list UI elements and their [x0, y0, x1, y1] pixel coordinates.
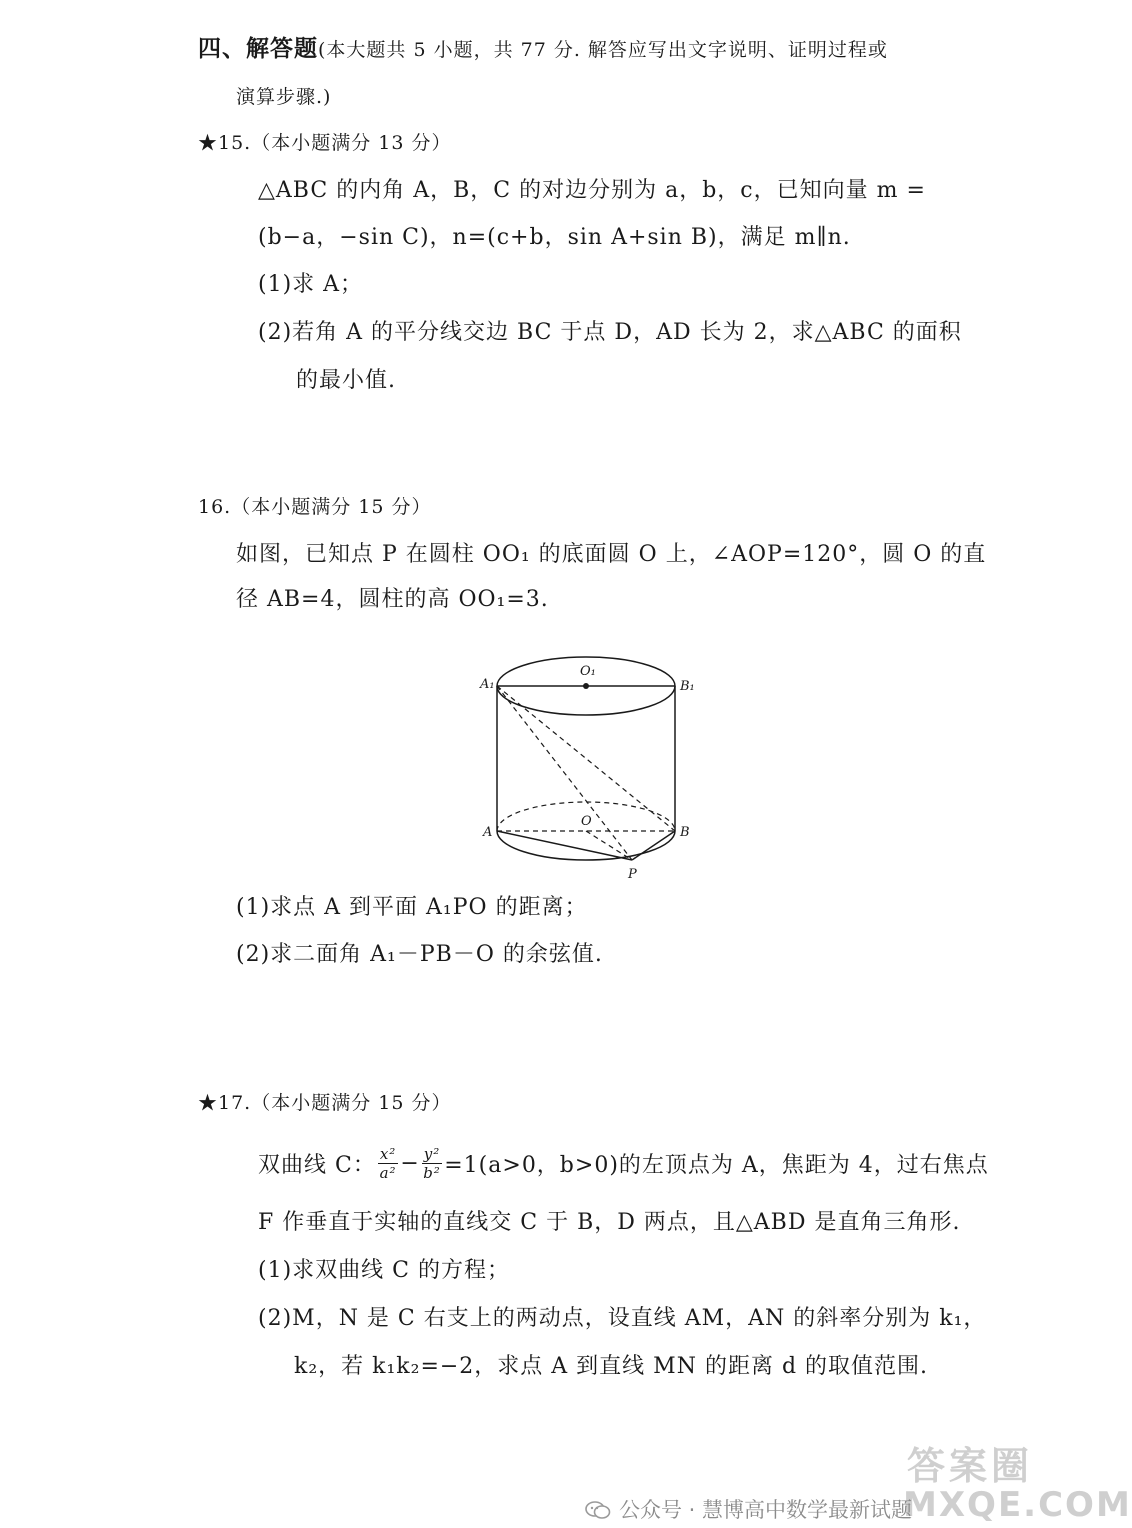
watermark-text-cn: 答案圈	[907, 1444, 1034, 1488]
q15-stem-line1: △ABC 的内角 A，B，C 的对边分别为 a，b，c，已知向量 m =	[258, 178, 926, 203]
minus-sign: −	[400, 1150, 420, 1176]
q16-header: 16.（本小题满分 15 分）	[198, 496, 432, 518]
label-a1: A₁	[480, 677, 495, 692]
label-o: O	[581, 814, 592, 829]
label-o1: O₁	[580, 664, 596, 679]
fraction-y2-b2	[422, 1145, 443, 1182]
q16-part2: (2)求二面角 A₁－PB－O 的余弦值.	[236, 942, 603, 967]
watermark-stamp	[895, 1435, 1132, 1528]
frac2-denominator: b²	[423, 1163, 441, 1182]
q17-header: ★17.（本小题满分 15 分）	[198, 1092, 452, 1114]
segment-a-p	[497, 831, 632, 860]
wechat-icon	[585, 1500, 611, 1520]
q17-stem-suffix: =1(a>0，b>0)的左顶点为 A，焦距为 4，过右焦点	[444, 1152, 989, 1178]
q17-part1: (1)求双曲线 C 的方程；	[258, 1258, 510, 1283]
q16-stem-line1: 如图，已知点 P 在圆柱 OO₁ 的底面圆 O 上，∠AOP=120°，圆 O 的直	[236, 542, 987, 567]
point-o1	[583, 683, 589, 689]
bottom-front-arc	[497, 831, 675, 860]
label-a: A	[483, 825, 493, 840]
q15-stem-line2: (b−a，−sin C)，n=(c+b，sin A+sin B)，满足 m∥n.	[258, 225, 851, 250]
segment-a1-b	[497, 686, 675, 831]
watermark-text-en: MXQE.COM	[903, 1485, 1132, 1525]
q15-part2-line2: 的最小值.	[296, 368, 396, 393]
fraction-x2-a2	[378, 1145, 398, 1182]
frac1-denominator: a²	[379, 1163, 397, 1182]
q15-header: ★15.（本小题满分 13 分）	[198, 132, 452, 154]
footer-source	[585, 1494, 912, 1524]
section-title: 四、解答题	[198, 35, 318, 62]
q15-part2-line1: (2)若角 A 的平分线交边 BC 于点 D，AD 长为 2，求△ABC 的面积	[258, 320, 962, 345]
q16-part1: (1)求点 A 到平面 A₁PO 的距离；	[236, 895, 588, 920]
q17-part2-line2: k₂，若 k₁k₂=−2，求点 A 到直线 MN 的距离 d 的取值范围.	[294, 1354, 929, 1379]
label-b: B	[680, 825, 690, 840]
footer-source-text: 公众号 · 慧博高中数学最新试题	[619, 1498, 913, 1522]
cylinder-figure	[480, 655, 710, 885]
label-p: P	[628, 867, 637, 882]
q16-stem-line2: 径 AB=4，圆柱的高 OO₁=3.	[236, 587, 549, 612]
q17-part2-line1: (2)M，N 是 C 右支上的两动点，设直线 AM，AN 的斜率分别为 k₁，	[258, 1306, 987, 1331]
section-heading	[198, 34, 888, 65]
segment-p-b	[632, 831, 675, 860]
section-note-line2: 演算步骤.)	[236, 86, 332, 108]
section-note: (本大题共 5 小题，共 77 分. 解答应写出文字说明、证明过程或	[318, 39, 888, 61]
q17-stem-line2: F 作垂直于实轴的直线交 C 于 B，D 两点，且△ABD 是直角三角形.	[258, 1210, 961, 1235]
q15-part1: (1)求 A；	[258, 272, 364, 297]
frac1-numerator: x²	[379, 1144, 397, 1163]
q17-stem-prefix: 双曲线 C：	[258, 1152, 376, 1178]
segment-a1-p	[497, 686, 632, 860]
q17-stem-line1	[258, 1138, 989, 1188]
label-b1: B₁	[680, 679, 695, 694]
frac2-numerator: y²	[423, 1144, 441, 1163]
